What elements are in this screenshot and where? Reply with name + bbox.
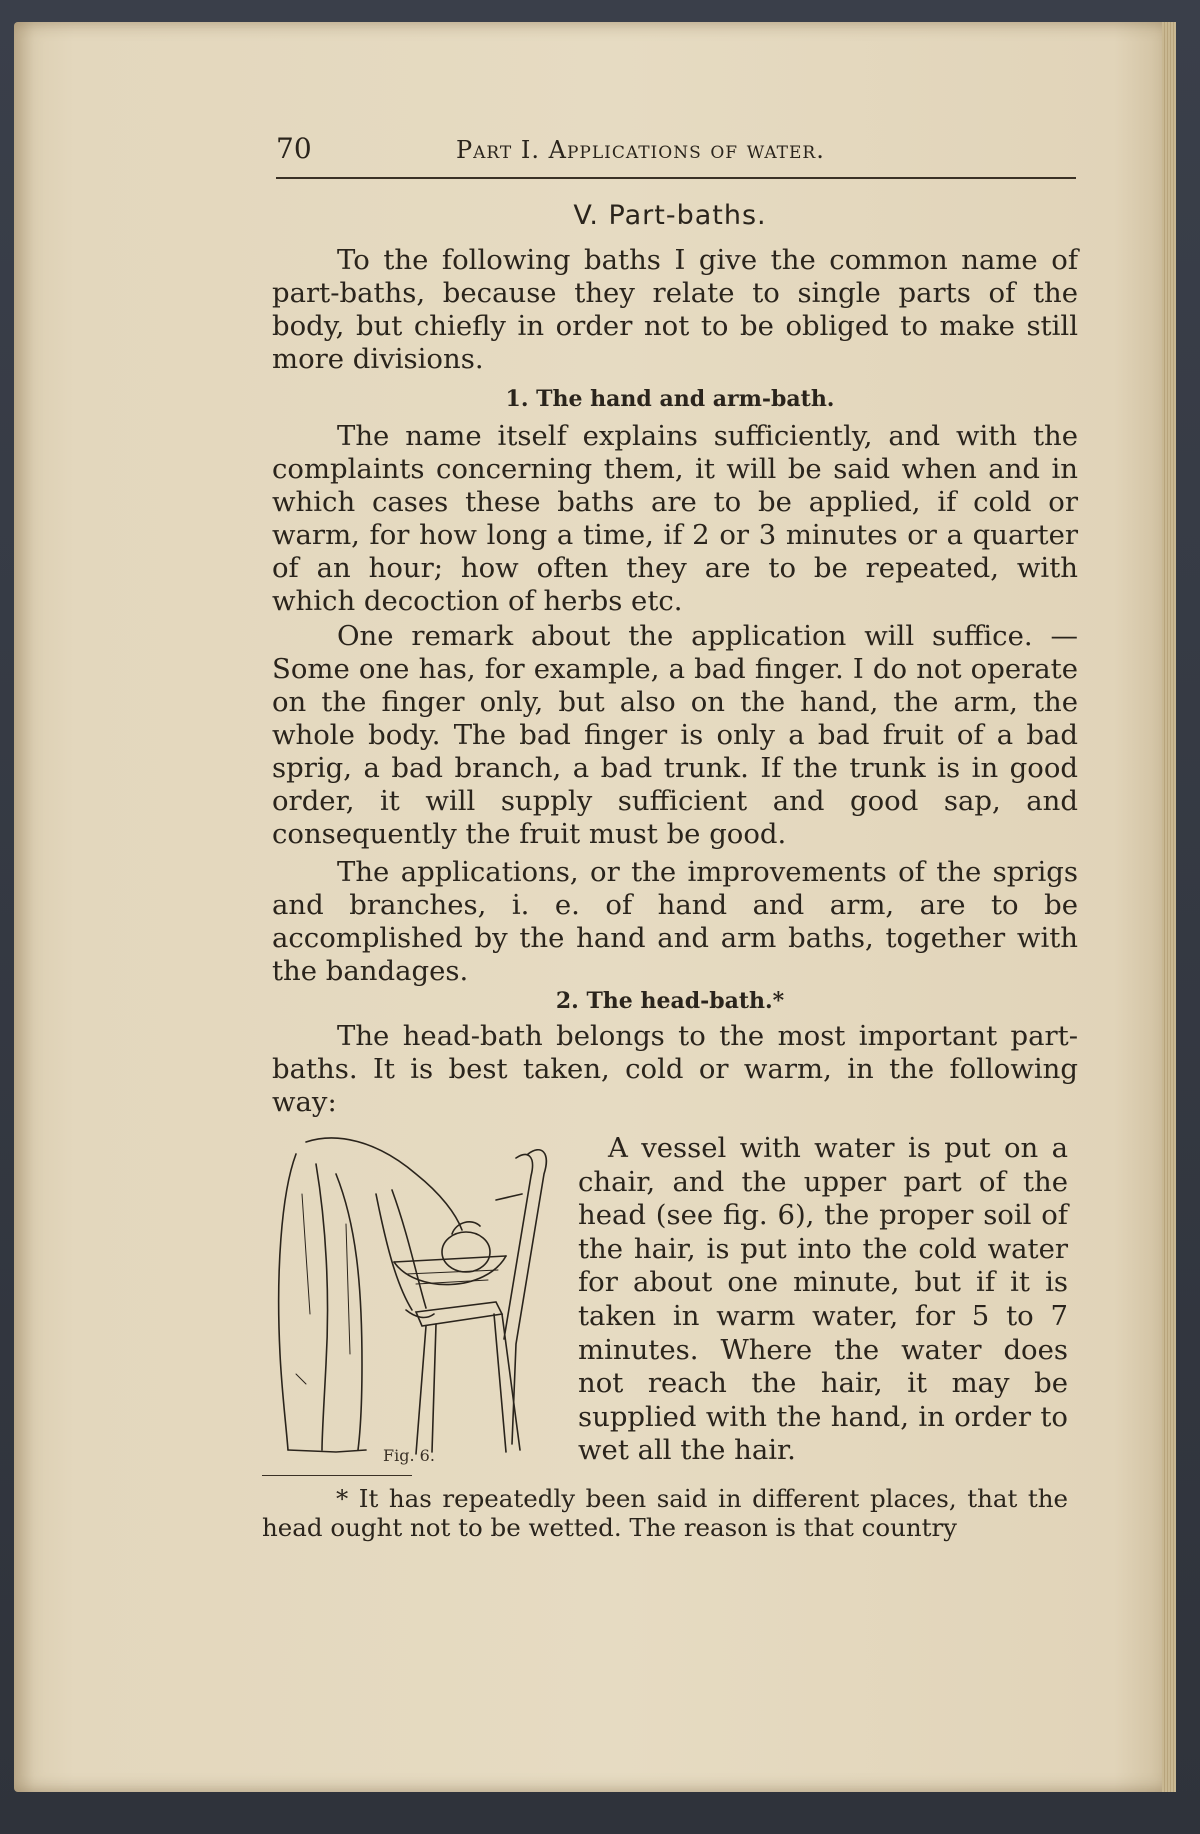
page-number: 70 xyxy=(276,132,312,165)
page-edge xyxy=(1162,22,1176,1792)
head-bath-paragraph-1: The head-bath belongs to the most important part-baths. It is best taken, cold or warm, in the following way: xyxy=(272,1020,1078,1118)
figure-6-illustration xyxy=(266,1134,566,1468)
figure-caption: Fig. 6. xyxy=(383,1446,435,1465)
running-head: Part I. Applications of water. xyxy=(456,136,825,164)
hand-arm-paragraph-2: One remark about the application will suffice. — Some one has, for example, a bad finger. I do not operate on the finger only, but also on the hand, the arm, the whole body. The bad finger is only a bad fruit of a bad sprig, a bad branch, a bad trunk. If the trunk is in good order, it will supply sufficient and good sap, and consequently the fruit must be good. xyxy=(272,620,1078,850)
footnote: * It has repeatedly been said in different places, that the head ought not to be wetted. The reason is that country xyxy=(262,1484,1068,1542)
footnote-rule xyxy=(262,1475,412,1476)
header-rule xyxy=(276,177,1076,179)
hand-arm-bath-heading: 1. The hand and arm-bath. xyxy=(505,386,835,412)
section-title: V. Part-baths. xyxy=(573,200,767,231)
hand-arm-paragraph-3: The applications, or the improvements of the sprigs and branches, i. e. of hand and arm, are to be accomplished by the hand and arm baths, together with the bandages. xyxy=(272,856,1078,987)
head-bath-heading: 2. The head-bath.* xyxy=(555,988,785,1014)
intro-paragraph: To the following baths I give the common name of part-baths, because they relate to single parts of the body, but chiefly in order not to be obliged to make still more divisions. xyxy=(272,244,1078,375)
head-bath-paragraph-2: A vessel with water is put on a chair, and the upper part of the head (see fig. 6), the proper soil of the hair, is put into the cold water for about one minute, but if it is taken in warm water, for 5 to 7 minutes. Where the water does not reach the hair, it may be supplied with the hand, in order to wet all the hair. xyxy=(578,1132,1068,1467)
hand-arm-paragraph-1: The name itself explains sufficiently, and with the complaints concerning them, it will be said when and in which cases these baths are to be applied, if cold or warm, for how long a time, if 2 or 3 minutes or a quarter of an hour; how often they are to be repeated, with which decoction of herbs etc. xyxy=(272,420,1078,617)
page-header xyxy=(276,132,1076,172)
